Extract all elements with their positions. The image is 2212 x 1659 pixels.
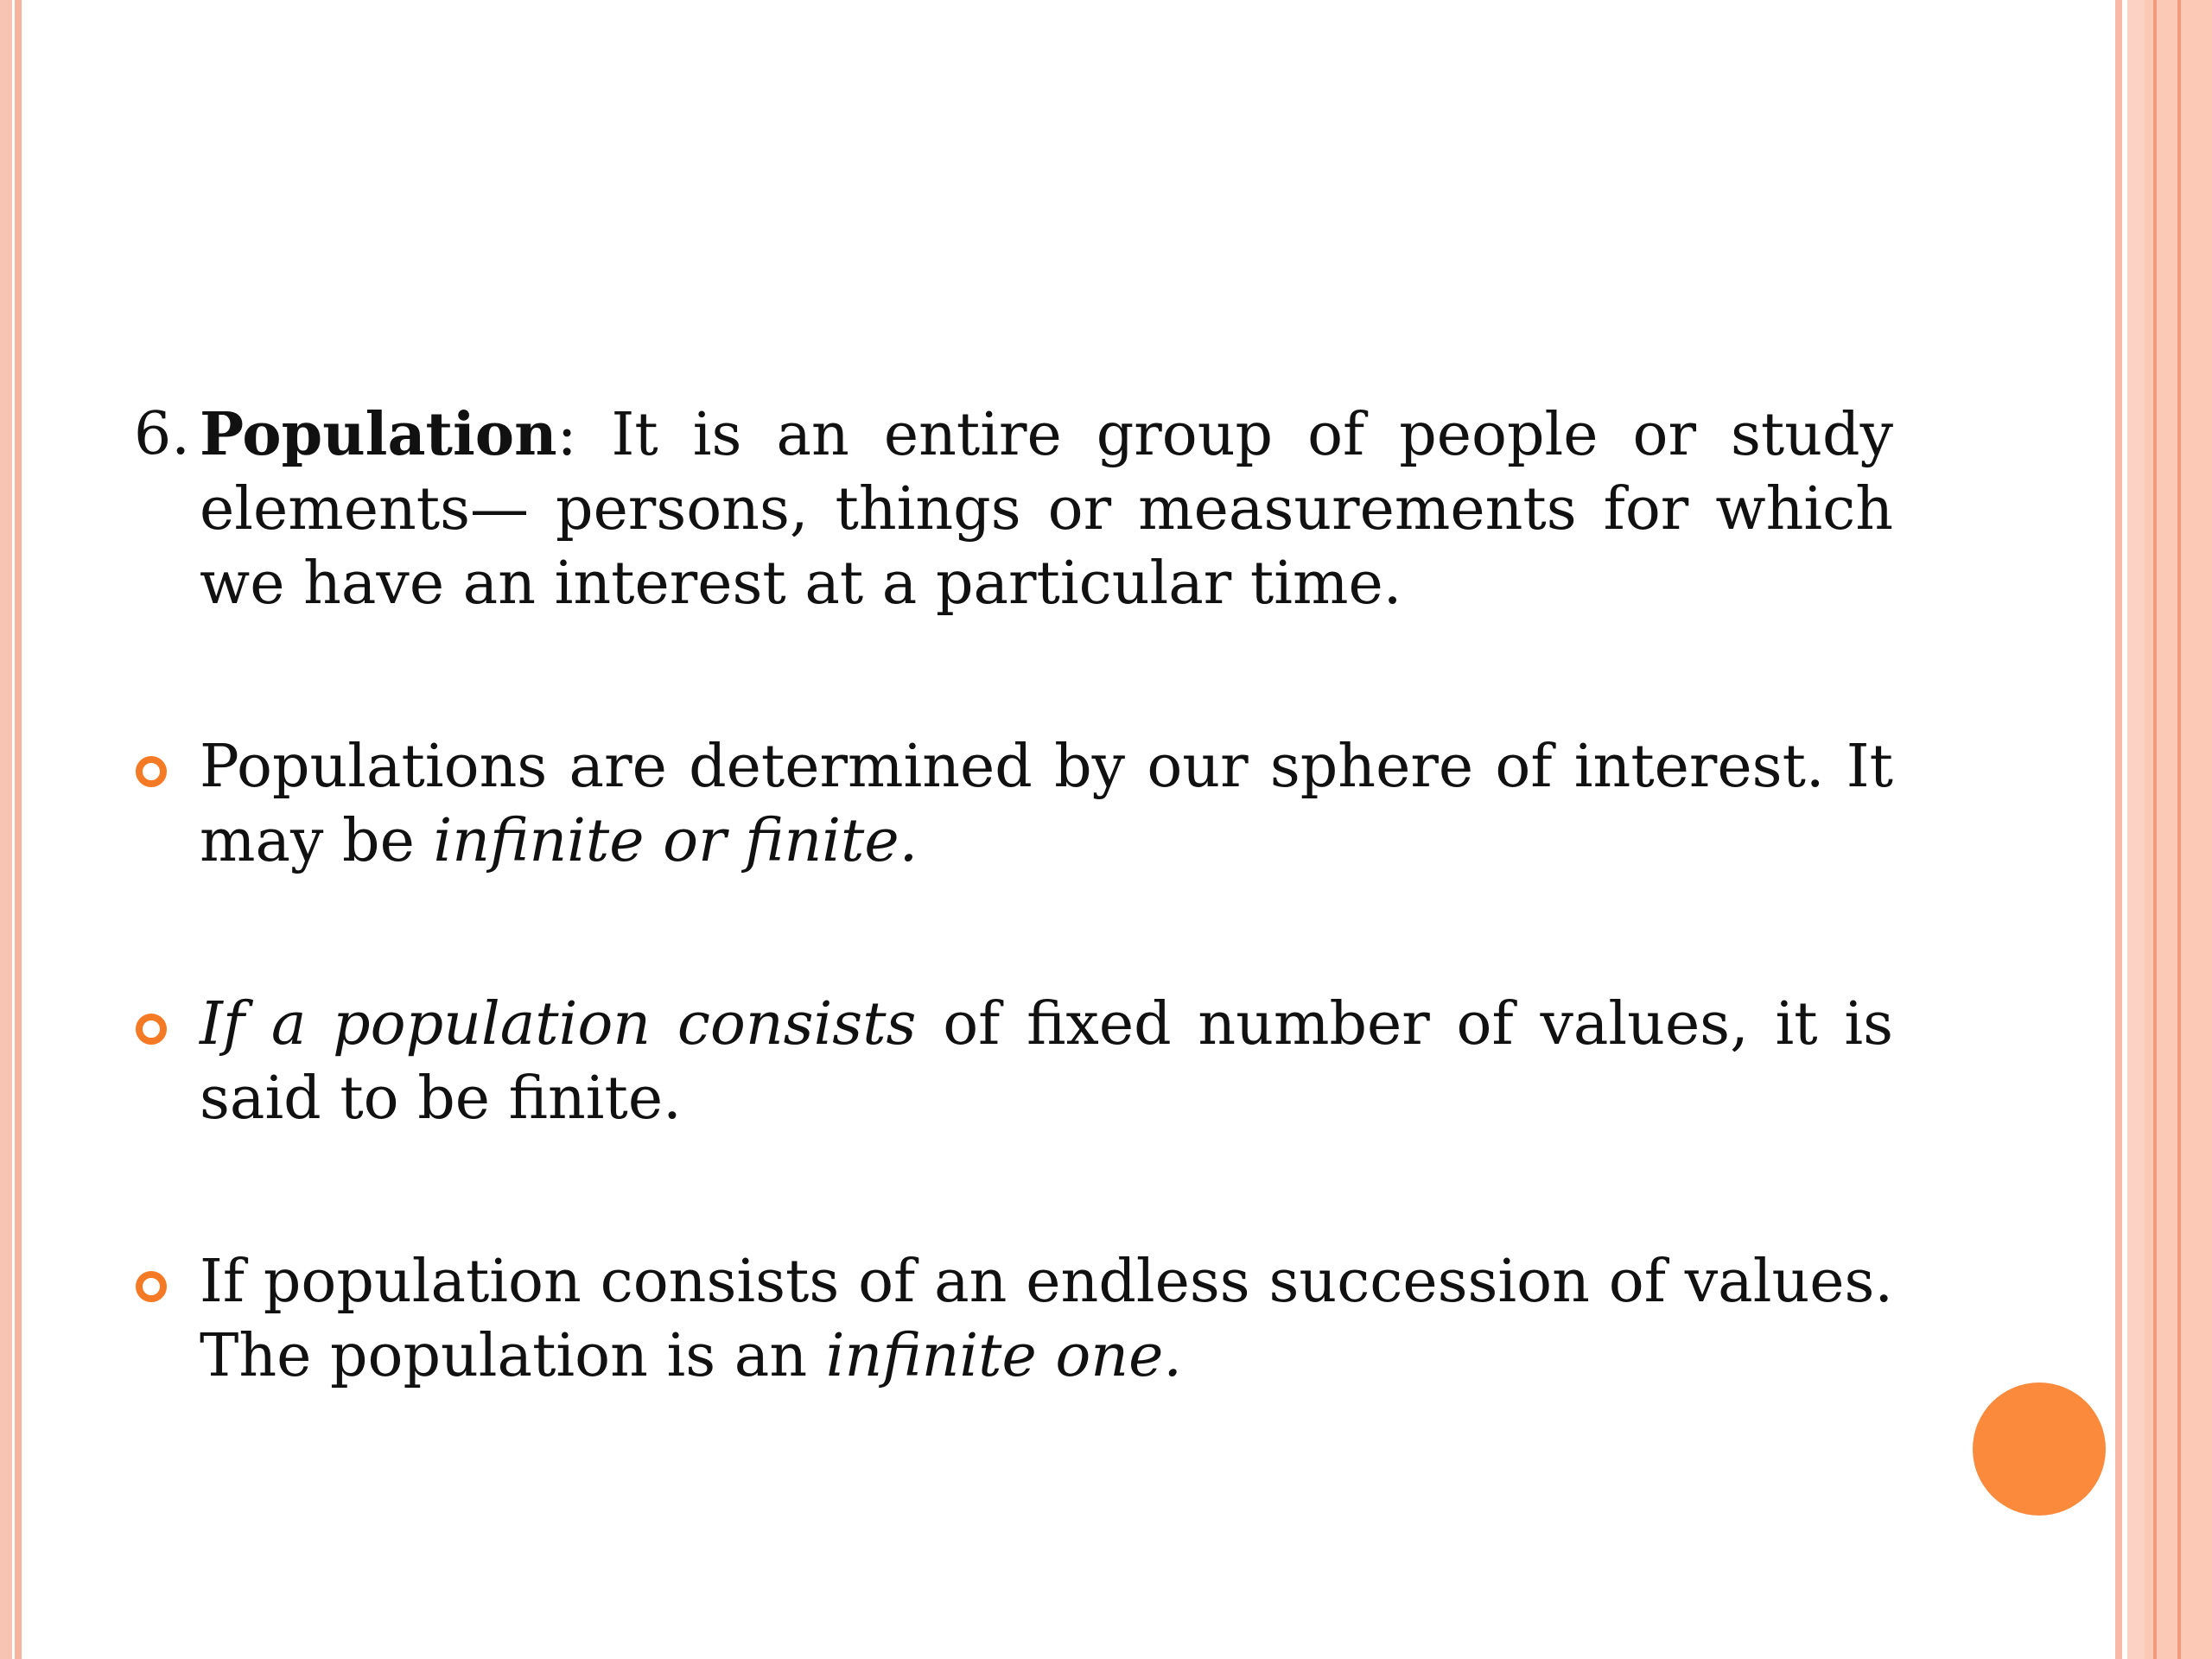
- bullet-item: [134, 730, 1893, 879]
- left-border-line-inner: [15, 0, 22, 1659]
- bullet-text: If population consists of an endless succession of values. The population is an: [200, 1248, 1893, 1390]
- bullet-icon: [136, 1014, 167, 1045]
- bullet-text: Populations are determined by our sphere of interest. It may be: [200, 733, 1893, 875]
- right-border-stripe-light: [2127, 0, 2145, 1659]
- bullet-italic-text: If a population consists: [200, 990, 917, 1058]
- right-border-stripe: [2115, 0, 2122, 1659]
- bullet-item: [134, 988, 1893, 1136]
- term-colon: :: [556, 401, 577, 469]
- decorative-circle: [1973, 1382, 2106, 1516]
- bullet-italic-text: infinite or finite.: [433, 807, 918, 875]
- item-number: 6.: [134, 400, 190, 468]
- bullet-text: of fixed number of values, it is said to be finite.: [200, 990, 1894, 1133]
- bullet-item: [134, 1245, 1893, 1394]
- right-border-line-outer: [2177, 0, 2181, 1659]
- left-border-line: [0, 0, 12, 1659]
- definition-text: It is an entire group of people or study elements— persons, things or measurements for which we have an interest at a particular time.: [200, 401, 1893, 618]
- bullet-icon: [136, 756, 167, 787]
- slide-body: [134, 397, 1893, 1394]
- numbered-item-population: [134, 397, 1893, 621]
- term-population: Population: [200, 400, 557, 469]
- bullet-italic-text: infinite one.: [825, 1322, 1182, 1390]
- right-border-line: [2153, 0, 2157, 1659]
- bullet-icon: [136, 1271, 167, 1302]
